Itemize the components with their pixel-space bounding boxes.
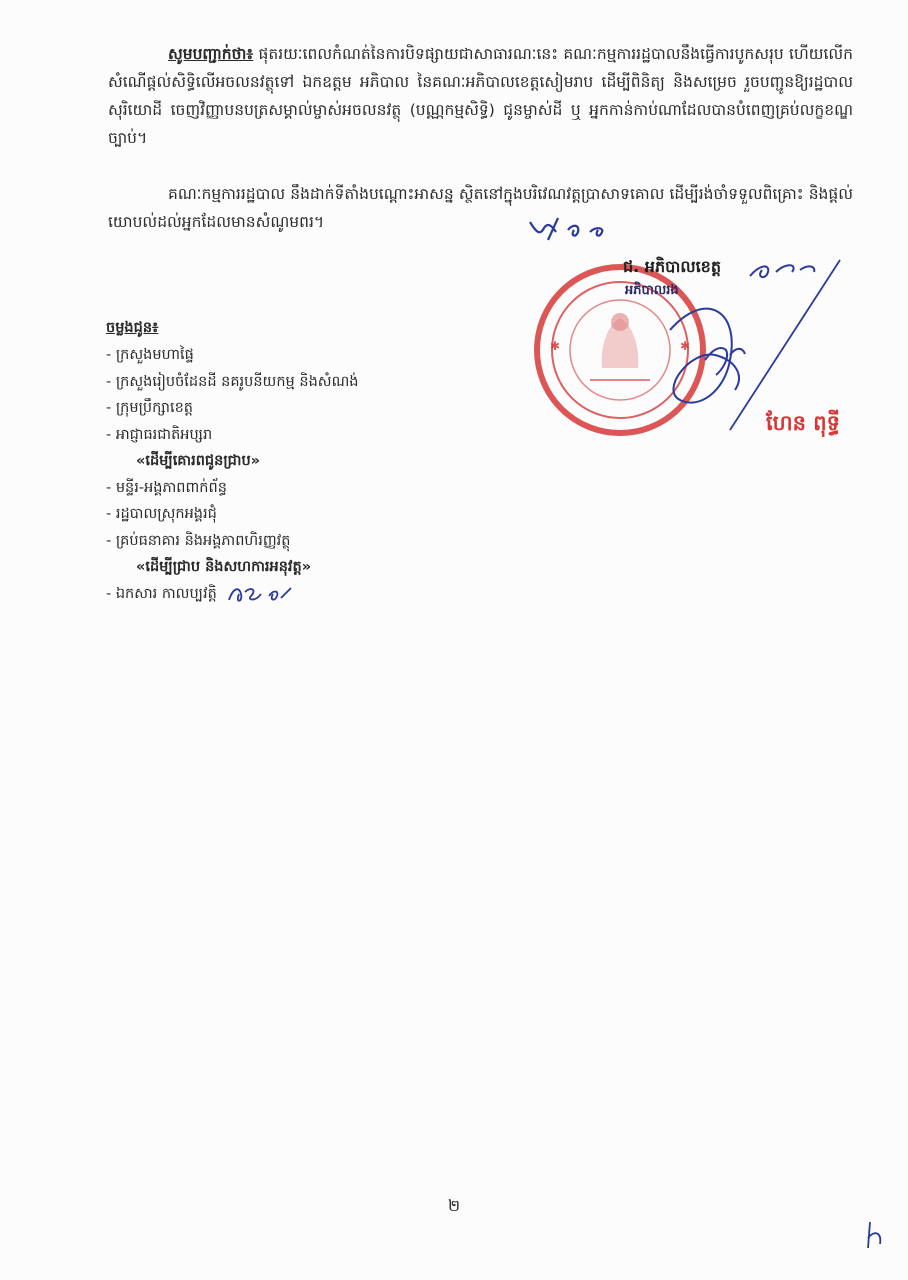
copy-recipients	[106, 315, 466, 607]
paragraph-body: ផុតរយៈពេលកំណត់នៃការបិទផ្សាយជាសាធារណៈនេះ គណៈកម្មការរដ្ឋបាលនឹងធ្វើការបូកសរុប ហើយលើកសំណើផ្តល់សិទ្ធិលើអចលនវត្ថុទៅ ឯកឧត្តម អភិបាល នៃគណៈអភិបាលខេត្តសៀមរាប ដើម្បីពិនិត្យ និងសម្រេច រួចបញ្ជូនឱ្យរដ្ឋបាលសុរិយោដី ចេញវិញ្ញាបនបត្រសម្គាល់ម្ចាស់អចលនវត្ថុ (បណ្ណកម្មសិទ្ធិ) ជូនម្ចាស់ដី ឬ អ្នកកាន់កាប់ណាដែលបានបំពេញគ្រប់លក្ខខណ្ឌច្បាប់។	[108, 45, 853, 147]
archive-label: - ឯកសារ កាលប្បវត្តិ	[106, 585, 217, 602]
signatory-title: ជ. អភិបាលខេត្ត	[623, 257, 721, 276]
list-item: - មន្ទីរ-អង្គភាពពាក់ព័ន្ធ	[106, 479, 227, 496]
recipients-title: ចម្លងជូន៖	[106, 320, 159, 336]
recipients-note: «ដើម្បីជ្រាប និងសហការអនុវត្ត»	[136, 559, 312, 575]
list-item: - រដ្ឋបាលស្រុកអង្គរជុំ	[106, 506, 217, 522]
page-number: ២	[447, 1196, 461, 1215]
svg-text:✱: ✱	[680, 339, 691, 353]
svg-text:✱: ✱	[550, 339, 561, 353]
signature-block	[530, 250, 890, 450]
signatory-name: ហែន ពុទ្ធី	[766, 411, 840, 435]
paragraph-lead: សូមបញ្ជាក់ថា៖	[168, 45, 254, 63]
signatory-subtitle: អភិបាលរង	[625, 283, 679, 298]
list-item: - ក្រសួងរៀបចំដែនដី នគរូបនីយកម្ម និងសំណង់	[106, 373, 359, 390]
list-item: - អាជ្ញាធរជាតិអប្សរា	[106, 426, 213, 443]
list-item: - គ្រប់ធនាគារ និងអង្គភាពហិរញ្ញវត្ថុ	[106, 532, 291, 549]
paragraph-confirmation	[108, 40, 853, 152]
paragraph-temporary-office	[108, 180, 853, 236]
recipients-note: «ដើម្បីគោរពជូនជ្រាប»	[136, 453, 261, 469]
list-item	[106, 581, 466, 608]
list-item: - ក្រសួងមហាផ្ទៃ	[106, 347, 194, 363]
list-item: - ក្រុមប្រឹក្សាខេត្ត	[106, 400, 194, 416]
handwritten-initial	[221, 582, 301, 606]
paragraph-body-2: គណៈកម្មការរដ្ឋបាល នឹងដាក់ទីតាំងបណ្តោះអាសន្ន ស្ថិតនៅក្នុងបរិវេណវត្តប្រាសាទគោល ដើម្បីរង់ចាំទទួលពិគ្រោះ និងផ្តល់យោបល់ដល់អ្នកដែលមានសំណូមពរ។	[108, 185, 853, 231]
